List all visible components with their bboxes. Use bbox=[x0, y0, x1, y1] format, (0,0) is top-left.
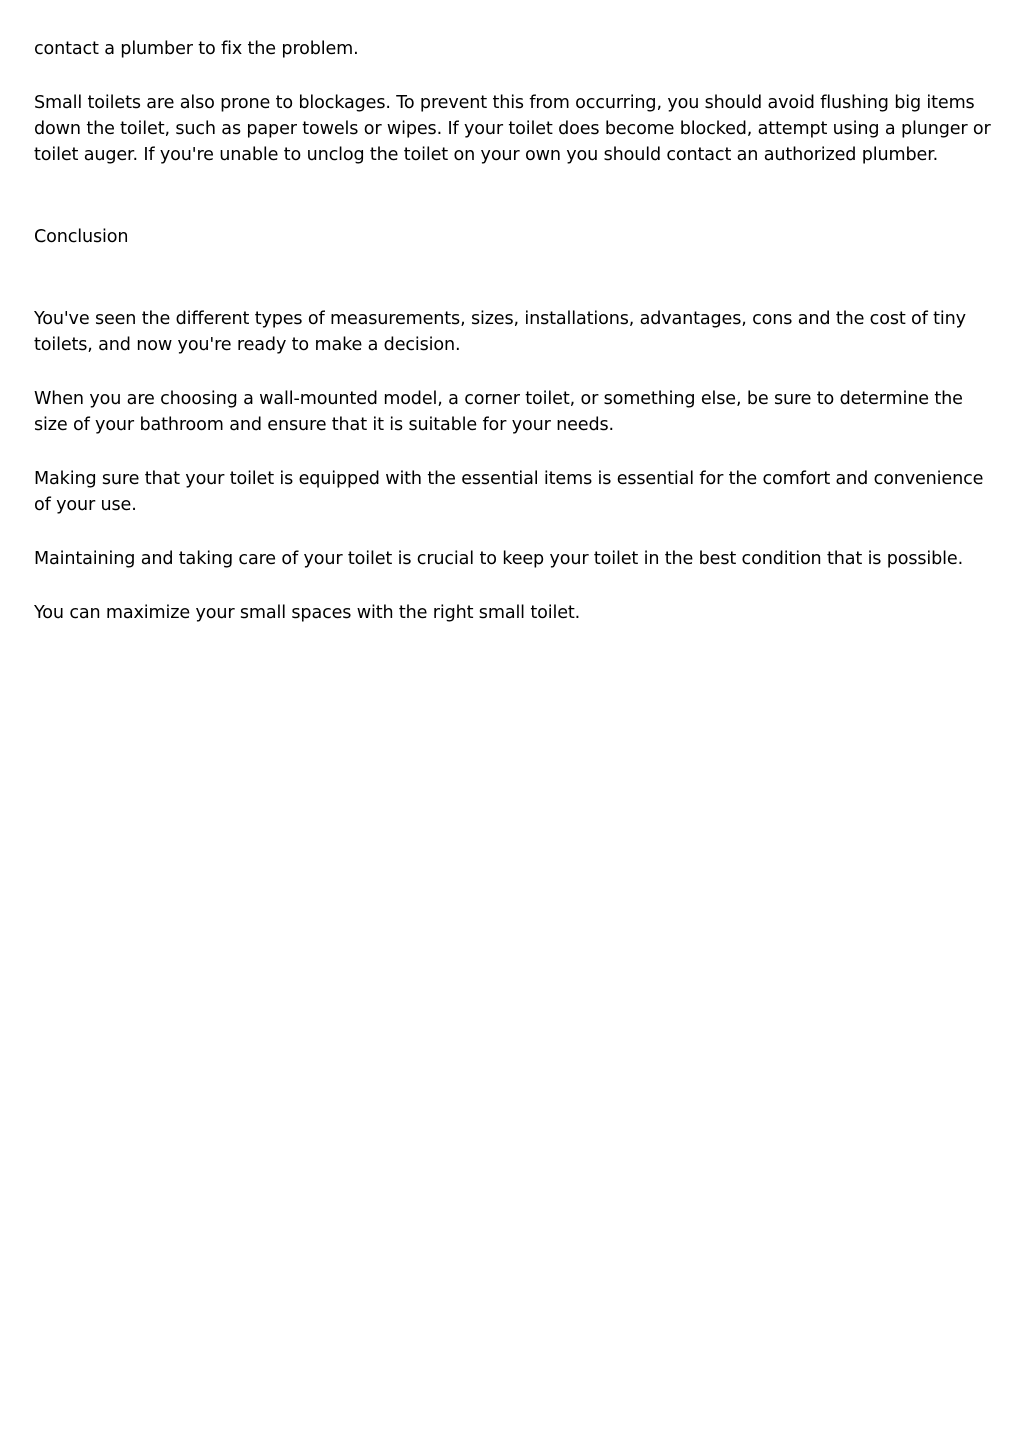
paragraph-decision: You've seen the different types of measurements, sizes, installations, advantages, cons and the cost of tiny toilets, and now you're ready to make a decision. bbox=[34, 309, 966, 355]
paragraph-blockages: Small toilets are also prone to blockages. To prevent this from occurring, you should avoid flushing big items down the toilet, such as paper towels or wipes. If your toilet does become blocked, attempt using a plunger or toilet auger. If you're unable to unclog the toilet on your own you should contact an authorized plumber. bbox=[34, 93, 991, 165]
document-body bbox=[34, 36, 994, 654]
paragraph-plumber-contact: contact a plumber to fix the problem. bbox=[34, 39, 359, 59]
section-spacer bbox=[34, 250, 994, 306]
section-spacer bbox=[34, 168, 994, 224]
paragraph-choosing-model: When you are choosing a wall-mounted model, a corner toilet, or something else, be sure to determine the size of your bathroom and ensure that it is suitable for your needs. bbox=[34, 389, 963, 435]
paragraph-maintenance: Maintaining and taking care of your toilet is crucial to keep your toilet in the best condition that is possible. bbox=[34, 549, 964, 569]
paragraph-essential-items: Making sure that your toilet is equipped with the essential items is essential for the comfort and convenience of your use. bbox=[34, 469, 984, 515]
paragraph-maximize-space: You can maximize your small spaces with the right small toilet. bbox=[34, 603, 581, 623]
section-heading-conclusion: Conclusion bbox=[34, 227, 129, 247]
